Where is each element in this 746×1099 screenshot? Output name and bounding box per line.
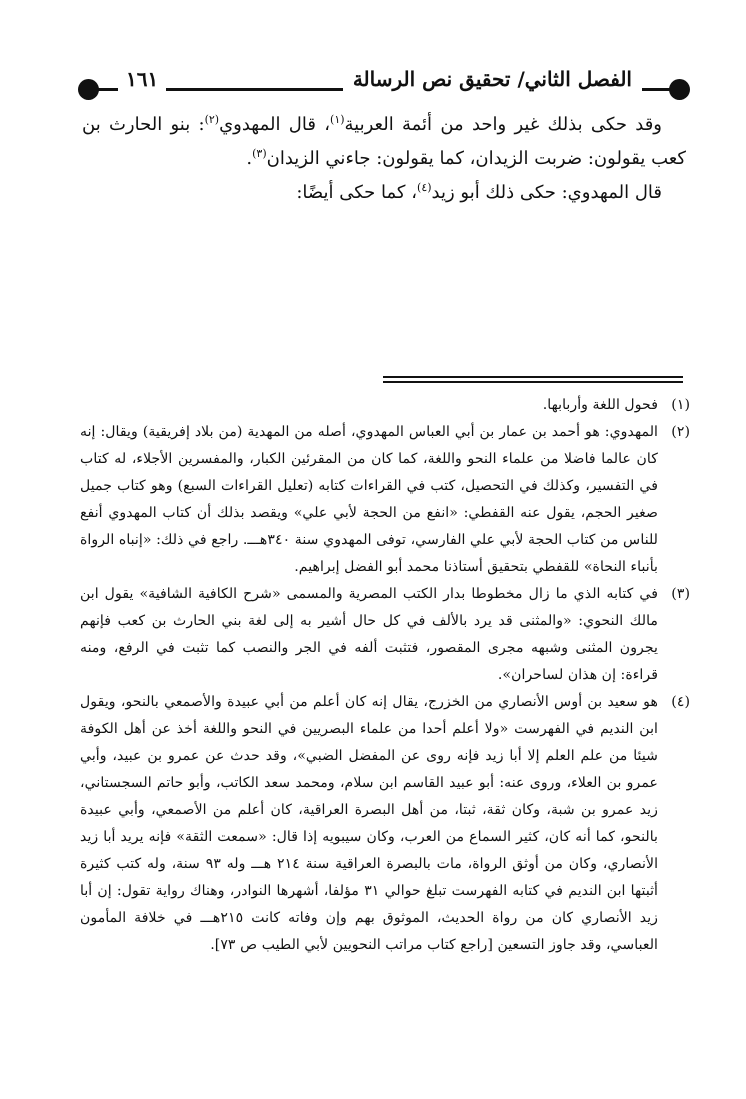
main-text-segment: ، كما حكى أيضًا:	[296, 182, 418, 203]
chapter-title: الفصل الثاني/ تحقيق نص الرسالة	[343, 62, 642, 96]
footnote-number: (٤)	[671, 694, 690, 710]
main-paragraph-1	[82, 108, 686, 176]
main-text-segment: .	[246, 148, 253, 169]
main-text	[82, 108, 686, 210]
footnote-text: هو سعيد بن أوس الأنصاري من الخزرج، يقال إنه كان أعلم من أبي عبيدة والأصمعي بالنحو، ويقول ابن النديم في الفهرست «ولا أعلم أحدا من علماء البصريين في النحو واللغة أخذ عن أهل الكوفة شيئا من علم العلم إلا أبا زيد فإنه روى عن المفضل الضبي»، وقد حدث عن عمرو بن عبيد، وأبي عمرو بن العلاء، وروى عنه: أبو عبيد القاسم ابن سلام، ومحمد سعد الكاتب، وأبو حاتم السجستاني، زيد عمرو بن شبة، وكان ثقة، ثبتا، من أهل البصرة العراقية، كان أعلم من الأصمعي، وأبي عبيدة بالنحو، كما أنه كان، كثير السماع من العرب، وكان سيبويه إذا قال: «سمعت الثقة» فإنه يريد أبا زيد الأنصاري، وكان من أوثق الرواة، مات بالبصرة العراقية سنة ٢١٤ هـــ وله ٩٣ سنة، وله كتب كثيرة أثبتها ابن النديم في كتابه الفهرست تبلغ حوالي ٣١ مؤلفا، أشهرها النوادر، وهناك رواية تقول: إن أبا زيد الأنصاري كان من رواة الحديث، الموثوق بهم وإن وفاته كانت ٢١٥هـــ في خلافة المأمون العباسي، وقد جاوز التسعين [راجع كتاب مراتب النحويين لأبي الطيب ص ٧٣].	[80, 694, 659, 953]
footnote-text: المهدوي: هو أحمد بن عمار بن أبي العباس المهدوي، أصله من المهدية (من بلاد إفريقية) ويقال: إنه كان عالما فاضلا من علماء النحو واللغة، كما كان من المقرئين الكبار، والمفسرين الأجلاء، له كتاب في التفسير، وكذلك في التحصيل، كتب في القراءات كتابه (تعليل القراءات السبع) وهو كتاب جميل صغير الحجم، يقول عنه القفطي: «انفع من الحجة لأبي علي» ويقصد بذلك أن كتاب المهدوي أنفع للناس من كتاب الحجة لأبي علي الفارسي، توفى المهدوي سنة ٣٤٠هـــ. راجع في ذلك: «إنباه الرواة بأنباء النحاة» للقفطي بتحقيق أستاذنا محمد أبو الفضل إبراهيم.	[80, 424, 658, 575]
footnote-3	[80, 581, 690, 689]
running-header	[78, 62, 690, 102]
footnote-separator	[383, 376, 683, 386]
footnote-number: (٢)	[671, 424, 690, 440]
footnote-number: (٣)	[671, 586, 690, 602]
footnote-1	[80, 392, 690, 419]
footnote-text: فحول اللغة وأربابها.	[542, 397, 658, 413]
footnote-ref-1[interactable]: (١)	[330, 113, 345, 126]
footnotes	[80, 392, 690, 959]
footnote-2	[80, 419, 690, 581]
main-text-segment: ، قال المهدوي	[219, 114, 331, 135]
footnote-ref-3[interactable]: (٣)	[252, 147, 267, 160]
page-number: ١٦١	[118, 62, 166, 96]
main-text-segment: وقد حكى بذلك غير واحد من أئمة العربية	[344, 114, 662, 135]
header-dot-left	[78, 79, 99, 100]
main-paragraph-2	[82, 176, 686, 210]
footnote-number: (١)	[671, 397, 690, 413]
separator-line	[383, 376, 683, 378]
separator-line	[383, 381, 683, 383]
main-text-segment: قال المهدوي: حكى ذلك أبو زيد	[431, 182, 662, 203]
header-dot-right	[669, 79, 690, 100]
footnote-text: في كتابه الذي ما زال مخطوطا بدار الكتب المصرية والمسمى «شرح الكافية الشافية» يقول ابن مالك النحوي: «والمثنى قد يرد بالألف في كل حال أشير به إلى لغة بني الحارث بن كعب فإنهم يجرون المثنى وشبهه مجرى المقصور، فتثبت ألفه في الجر والنصب كما تثبت في الرفع، ومنه قراءة: إن هذان لساحران».	[80, 586, 658, 683]
footnote-ref-2[interactable]: (٢)	[204, 113, 220, 126]
footnote-4	[80, 689, 690, 959]
main-text-segment: : بنو الحارث بن كعب يقولون: ضربت الزيدان، كما يقولون: جاءني الزيدان	[82, 114, 686, 169]
footnote-ref-4[interactable]: (٤)	[417, 181, 432, 194]
